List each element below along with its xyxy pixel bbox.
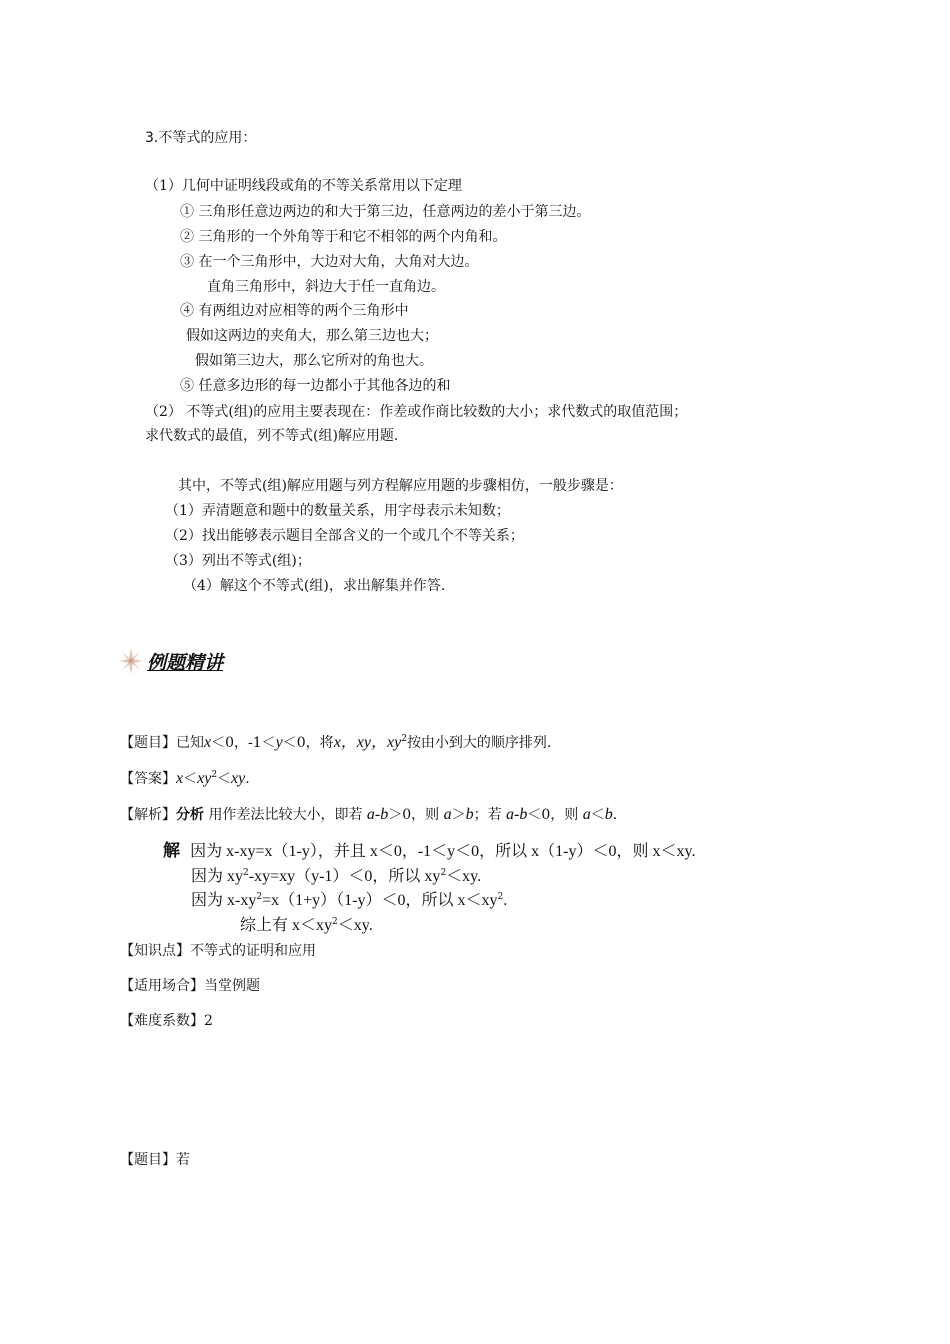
step-2: （2）找出能够表示题目全部含义的一个或几个不等关系； xyxy=(165,528,524,544)
sol4-b: ＜xy. xyxy=(337,917,373,934)
q-x: x xyxy=(204,734,212,751)
next-question-text: 若 xyxy=(176,1152,190,1168)
solution-line-1 xyxy=(163,839,695,864)
section-header xyxy=(117,646,223,676)
difficulty-value: 2 xyxy=(204,1013,213,1029)
sol2-b: -xy=xy（y-1）＜0，所以 xy xyxy=(248,868,441,885)
usage-label: 【适用场合】 xyxy=(120,978,204,994)
solution-line-2 xyxy=(191,864,481,889)
next-question-label: 【题目】 xyxy=(120,1152,176,1168)
e-gt0: ＞0，则 xyxy=(388,807,444,823)
sol3-b: =x（1+y）（1-y）＜0，所以 x＜xy xyxy=(262,892,498,909)
sol2-c: ＜xy. xyxy=(446,868,482,885)
explanation-line xyxy=(120,805,617,825)
steps-intro: 其中，不等式(组)解应用题与列方程解应用题的步骤相仿，一般步骤是： xyxy=(178,478,623,494)
difficulty-label: 【难度系数】 xyxy=(120,1013,204,1029)
section-title: 例题精讲 xyxy=(147,651,224,674)
a-lt2: ＜ xyxy=(217,771,232,787)
sol2-a: 因为 xy xyxy=(191,868,244,885)
q-tail: 按由小到大的顺序排列. xyxy=(406,735,552,751)
a-sup: 2 xyxy=(211,770,218,780)
e-end: . xyxy=(612,807,618,823)
sol3-a: 因为 x-xy xyxy=(191,892,257,909)
q-sup: 2 xyxy=(401,734,407,744)
q-y: y xyxy=(275,734,283,751)
solution-label: 解 xyxy=(163,841,180,861)
theorem-5: ⑤ 任意多边形的每一边都小于其他各边的和 xyxy=(180,378,451,394)
solution-line-3 xyxy=(191,888,507,913)
part2-line2: 求代数式的最值，列不等式(组)解应用题. xyxy=(145,428,399,444)
e-lt0: ＜0，则 xyxy=(527,807,583,823)
q-cond1: ＜0，-1＜ xyxy=(211,735,276,751)
step-1: （1）弄清题意和题中的数量关系，用字母表示未知数； xyxy=(165,503,510,519)
a-x: x xyxy=(176,770,184,787)
knowledge-label: 【知识点】 xyxy=(120,943,190,959)
e-ab1: a-b xyxy=(366,806,389,823)
e-a2: a xyxy=(582,806,591,823)
e-gt: ＞ xyxy=(451,807,466,823)
sol4-a: 综上有 x＜xy xyxy=(240,917,333,934)
step-4: （4）解这个不等式(组)，求出解集并作答. xyxy=(183,578,446,594)
a-xy2: xy xyxy=(231,770,246,787)
theorem-3b: 直角三角形中，斜边大于任一直角边。 xyxy=(207,279,445,295)
theorem-4c: 假如第三边大，那么它所对的角也大。 xyxy=(195,353,433,369)
e-a1: a xyxy=(443,806,452,823)
theorem-4: ④ 有两组边对应相等的两个三角形中 xyxy=(180,303,409,319)
analysis-label: 分析 xyxy=(176,807,204,823)
e-ab2: a-b xyxy=(506,806,528,823)
solution-line-4 xyxy=(240,913,373,938)
sol3-sup2: 2 xyxy=(497,892,504,902)
e-mid: ；若 xyxy=(473,807,507,823)
explanation-label: 【解析】 xyxy=(120,807,176,823)
sol1: 因为 x-xy=x（1-y），并且 x＜0，-1＜y＜0，所以 x（1-y）＜0，则 x＜xy. xyxy=(190,843,696,860)
question-line xyxy=(120,733,551,753)
difficulty-line xyxy=(120,1011,213,1031)
heading: 3.不等式的应用： xyxy=(145,130,257,146)
part1-title: （1）几何中证明线段或角的不等关系常用以下定理 xyxy=(145,178,462,194)
e-b1: b xyxy=(465,806,474,823)
theorem-2: ② 三角形的一个外角等于和它不相邻的两个内角和。 xyxy=(180,229,507,245)
theorem-1: ① 三角形任意边两边的和大于第三边，任意两边的差小于第三边。 xyxy=(180,204,591,220)
theorem-4b: 假如这两边的夹角大，那么第三边也大； xyxy=(186,328,438,344)
question-label: 【题目】 xyxy=(120,735,176,751)
usage-text: 当堂例题 xyxy=(204,978,260,994)
a-lt1: ＜ xyxy=(183,771,198,787)
q-cond2: ＜0，将 xyxy=(282,735,334,751)
e-text: 用作差法比较大小，即若 xyxy=(204,807,367,823)
knowledge-text: 不等式的证明和应用 xyxy=(190,943,316,959)
e-lt: ＜ xyxy=(590,807,605,823)
step-3: （3）列出不等式(组)； xyxy=(165,553,311,569)
theorem-3: ③ 在一个三角形中，大边对大角，大角对大边。 xyxy=(180,254,479,270)
sol3-c: . xyxy=(503,892,508,909)
q-text: 已知 xyxy=(176,735,204,751)
a-end: . xyxy=(245,771,250,787)
q-list: x，xy，xy xyxy=(333,734,402,751)
sol3-sup: 2 xyxy=(256,892,263,902)
a-xy: xy xyxy=(197,770,212,787)
sol2-sup: 2 xyxy=(243,868,249,878)
starburst-icon xyxy=(117,646,145,676)
knowledge-line xyxy=(120,941,316,961)
answer-line xyxy=(120,769,250,789)
next-question-line xyxy=(120,1150,190,1170)
part2-line1: （2） 不等式(组)的应用主要表现在：作差或作商比较数的大小；求代数式的取值范围； xyxy=(145,404,688,420)
usage-line xyxy=(120,976,260,996)
e-b2: b xyxy=(604,806,613,823)
sol2-sup2: 2 xyxy=(440,868,447,878)
sol4-sup: 2 xyxy=(332,917,338,927)
answer-label: 【答案】 xyxy=(120,771,176,787)
